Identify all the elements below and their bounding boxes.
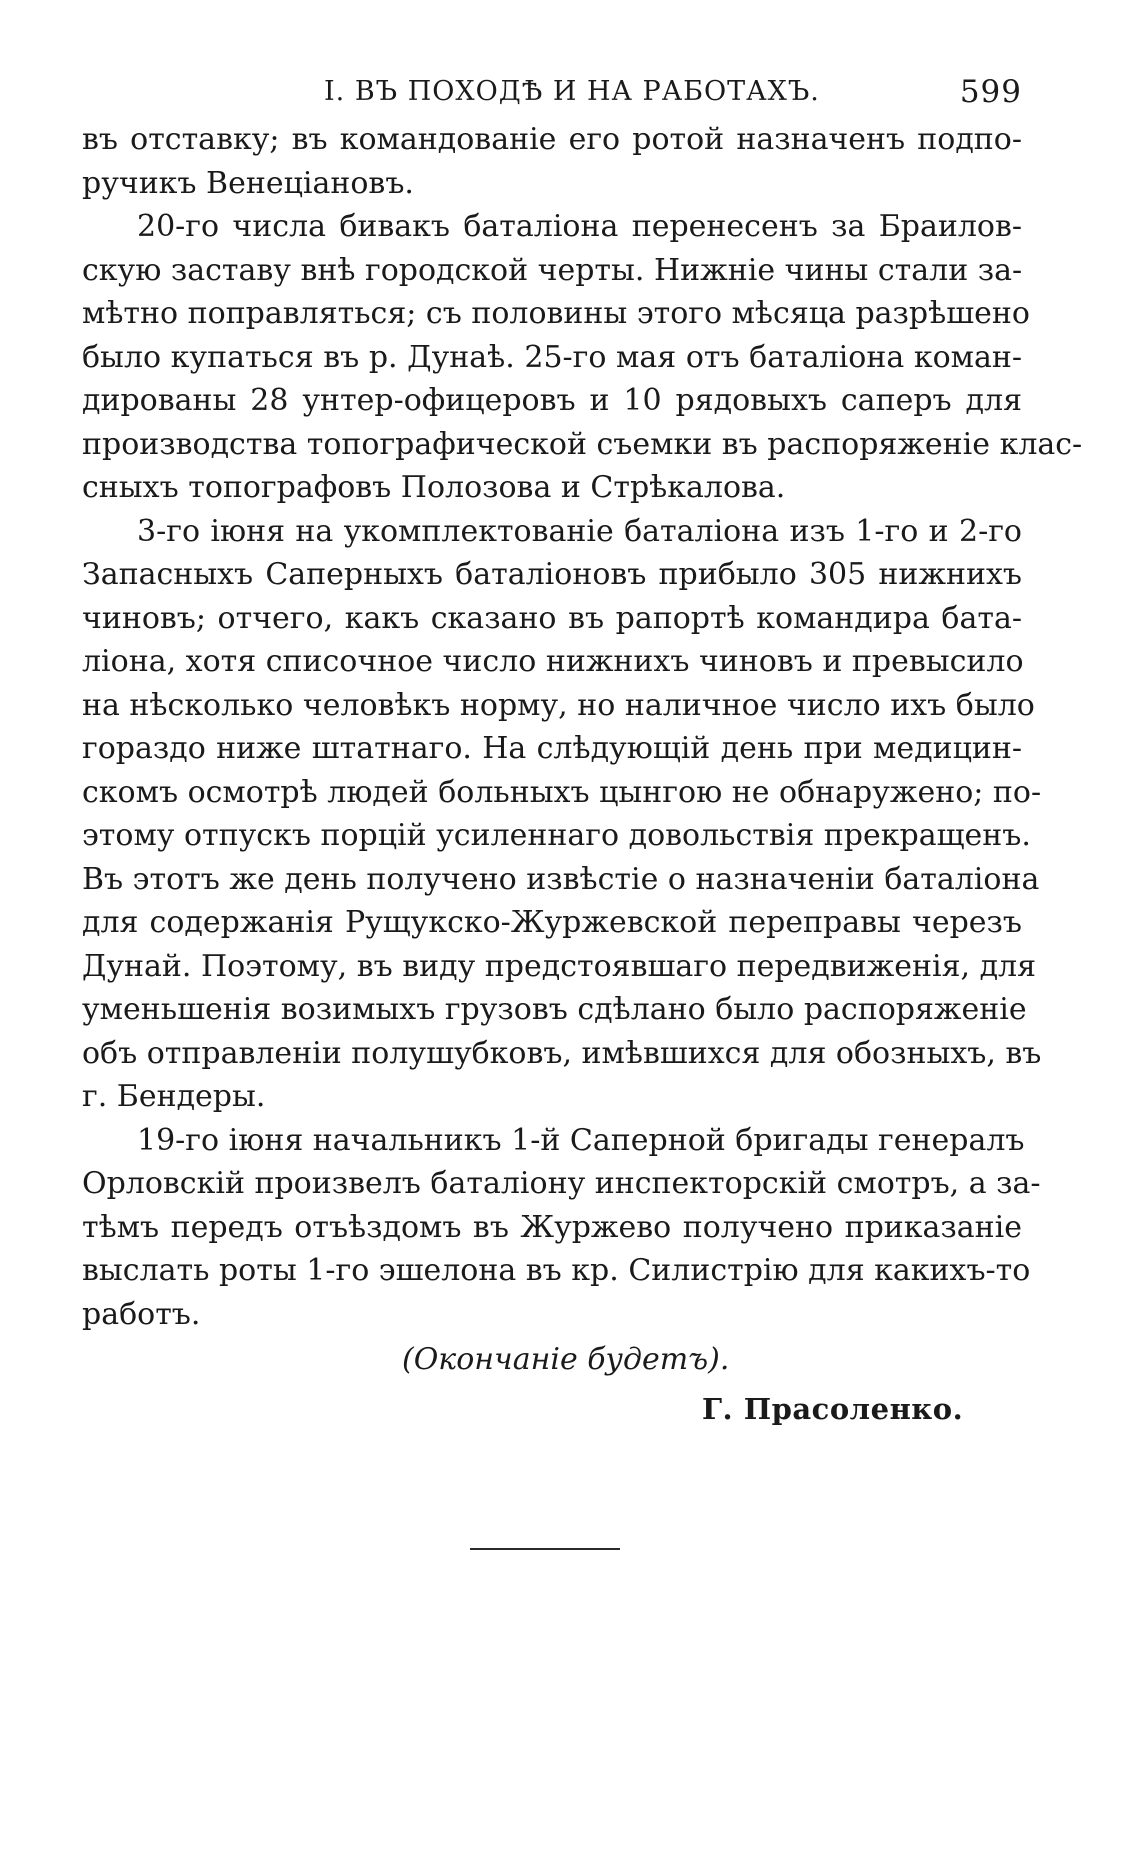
text-line: 19-го іюня начальникъ 1-й Саперной бригады генералъ	[137, 1122, 1025, 1158]
text-line: объ отправленіи полушубковъ, имѣвшихся для обозныхъ, въ	[82, 1035, 1042, 1071]
text-line: ліона, хотя списочное число нижнихъ чиновъ и превысило	[82, 644, 1024, 679]
text-line: работъ.	[82, 1296, 201, 1332]
text-line: г. Бендеры.	[82, 1079, 266, 1114]
text-line: для содержанія Рущукско-Журжевской переправы черезъ	[82, 905, 1022, 940]
text-line: выслать роты 1-го эшелона въ кр. Силистрію для какихъ-то	[82, 1253, 1031, 1288]
text-line: дированы 28 унтер-офицеровъ и 10 рядовыхъ саперъ для	[82, 383, 1022, 418]
text-line: Въ этотъ же день получено извѣстіе о назначеніи баталіона	[82, 861, 1040, 897]
text-line: 3-го іюня на укомплектованіе баталіона изъ 1-го и 2-го	[137, 513, 1022, 549]
text-line: скомъ осмотрѣ людей больныхъ цынгою не обнаружено; по-	[82, 774, 1042, 810]
text-line: мѣтно поправляться; съ половины этого мѣсяца разрѣшено	[82, 296, 1030, 331]
document-page	[82, 70, 1083, 1434]
text-line: 20-го числа бивакъ баталіона перенесенъ за Браилов-	[137, 209, 1022, 244]
sequel-note: (Окончаніе будетъ).	[402, 1342, 730, 1377]
page-number: 599	[959, 74, 1022, 110]
text-line: чиновъ; отчего, какъ сказано въ рапортѣ командира бата-	[82, 600, 1022, 636]
text-line: было купаться въ р. Дунаѣ. 25-го мая отъ баталіона коман-	[82, 339, 1022, 375]
text-line: Запасныхъ Саперныхъ баталіоновъ прибыло 305 нижнихъ	[82, 557, 1022, 592]
text-line: Орловскій произвелъ баталіону инспекторскій смотръ, а за-	[82, 1166, 1041, 1201]
text-line: производства топографической съемки въ распоряженіе клас-	[82, 426, 1083, 462]
text-line: гораздо ниже штатнаго. На слѣдующій день при медицин-	[82, 731, 1022, 766]
text-line: уменьшенія возимыхъ грузовъ сдѣлано было распоряженіе	[82, 992, 1027, 1027]
author-signature: Г. Прасоленко.	[702, 1392, 964, 1426]
text-line: сныхъ топографовъ Полозова и Стрѣкалова.	[82, 470, 786, 505]
text-line: въ отставку; въ командованіе его ротой назначенъ подпо-	[82, 122, 1022, 157]
end-rule	[470, 1548, 620, 1550]
text-line: Дунай. Поэтому, въ виду предстоявшаго передвиженія, для	[82, 948, 1037, 984]
text-line: тѣмъ передъ отъѣздомъ въ Журжево получено приказаніе	[82, 1209, 1022, 1245]
running-head	[82, 70, 1022, 118]
text-line: на нѣсколько человѣкъ норму, но наличное число ихъ было	[82, 687, 1035, 723]
text-line: ручикъ Венеціановъ.	[82, 165, 414, 201]
text-line: этому отпускъ порцій усиленнаго довольствія прекращенъ.	[82, 818, 1031, 853]
text-line: скую заставу внѣ городской черты. Нижніе чины стали за-	[82, 252, 1023, 288]
running-title: I. ВЪ ПОХОДѢ И НА РАБОТАХЪ.	[324, 76, 820, 107]
body-text	[82, 118, 1083, 1336]
